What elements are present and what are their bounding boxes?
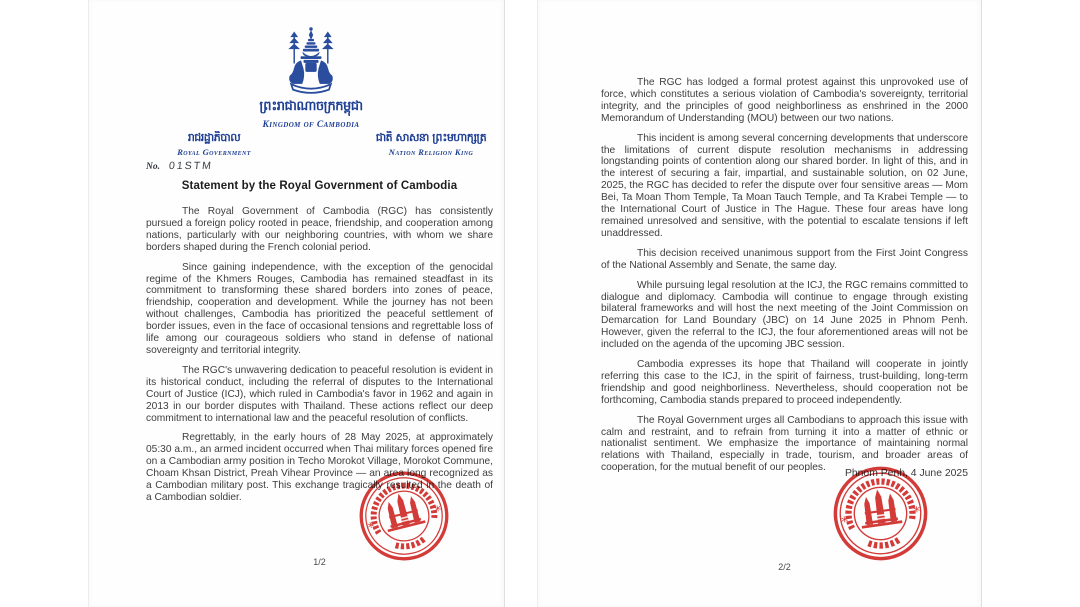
paragraph: The RGC's unwavering dedication to peaceful resolution is evident in its historical conduct, including the referral of disputes to the International Court of Justice (ICJ), which ruled in Cambodia's favor in 1962 and again in 2013 in our border disputes with Thailand. These actions reflect our deep commitment to international law and the peaceful resolution of conflicts. bbox=[146, 364, 493, 424]
svg-text:*: * bbox=[912, 503, 922, 521]
page-2 bbox=[537, 0, 982, 607]
paragraph: The RGC has lodged a formal protest against this unprovoked use of force, which constitutes a serious violation of Cambodia's sovereignty, territorial integrity, and the principles of good neighborliness as enshrined in the 2000 Memorandum of Understanding (MOU) between our two nations. bbox=[601, 77, 968, 124]
paragraph: While pursuing legal resolution at the ICJ, the RGC remains committed to dialogue and diplomacy. Cambodia will continue to engage through existing bilateral frameworks and will host the next meeting of the Joint Commission on Demarcation for Land Boundary (JBC) on 14 June 2025 in Phnom Penh. However, given the referral to the ICJ, the four aforementioned areas will not be included on the agenda of the upcoming JBC session. bbox=[601, 279, 968, 351]
paragraph: Regrettably, in the early hours of 28 May 2025, at approximately 05:30 a.m., an armed incident occurred when Thai military forces opened fire on a Cambodian army position in Techo Morokot Village, Morokot Commune, Choam Khsan District, Preah Vihear Province — an area long recognized as a Cambodian military post. This exchange tragically resulted in the death of a Cambodian soldier. bbox=[146, 432, 493, 503]
kingdom-title-english: Kingdom of Cambodia bbox=[262, 120, 360, 130]
motto-khmer: ជាតិ សាសនា ព្រះមហាក្សត្រ bbox=[375, 131, 487, 144]
royal-arms-emblem bbox=[281, 26, 341, 98]
svg-text:*: * bbox=[433, 503, 444, 520]
page-1-body bbox=[146, 206, 493, 512]
kingdom-title-khmer: ព្រះរាជាណាចក្រកម្ពុជា bbox=[259, 98, 363, 114]
official-stamp bbox=[832, 465, 929, 562]
motto-block bbox=[351, 131, 511, 157]
paragraph: The Royal Government of Cambodia (RGC) has consistently pursued a foreign policy rooted in peace, friendship, and cooperation among nations, particularly with our neighboring countries, with whom we share borders shaped during the French colonial period. bbox=[146, 206, 493, 253]
official-stamp bbox=[358, 470, 450, 562]
paragraph: This decision received unanimous support from the First Joint Congress of the National Assembly and Senate, the same day. bbox=[601, 247, 968, 271]
royal-government-english: Royal Government bbox=[177, 147, 251, 157]
official-stamp-icon bbox=[358, 470, 450, 562]
paragraph: This incident is among several concerning developments that underscore the limitations of current dispute resolution mechanisms in addressing longstanding points of contention along our shared border. In light of this, and in the interest of securing a fair, impartial, and sustainable solution, on 02 June, 2025, the RGC has decided to refer the dispute over four sensitive areas — Mom Bei, Ta Moan Thom Temple, Ta Moan Tauch Temple, and Ta Krabei Temple — to the International Court of Justice in The Hague. These four areas have long remained unresolved and sensitive, with the potential to escalate tensions if left unaddressed. bbox=[601, 132, 968, 239]
royal-government-khmer: រាជរដ្ឋាភិបាល bbox=[187, 131, 241, 144]
reference-value-handwritten: 01STM bbox=[168, 160, 214, 172]
page-1 bbox=[88, 0, 505, 607]
paragraph: The Royal Government urges all Cambodians to approach this issue with calm and restraint, and to refrain from turning it into a matter of ethnic or nationalist sentiment. We emphasize the importance of maintaining normal relations with Thailand, especially in trade, tourism, and broader areas of cooperation, for the mutual benefit of our peoples. bbox=[601, 414, 968, 474]
reference-label: No. bbox=[146, 162, 160, 172]
dateline: Phnom Penh, 4 June 2025 bbox=[844, 468, 968, 479]
royal-arms-icon bbox=[281, 26, 341, 98]
page-number: 1/2 bbox=[313, 557, 326, 567]
reference-number bbox=[134, 160, 294, 172]
svg-text:*: * bbox=[366, 520, 377, 537]
motto-english: Nation Religion King bbox=[388, 147, 474, 157]
statement-title: Statement by the Royal Government of Cambodia bbox=[181, 180, 458, 192]
svg-text:*: * bbox=[840, 513, 850, 531]
paragraph: Cambodia expresses its hope that Thailand will cooperate in jointly referring this case to the ICJ, in the spirit of fairness, trust-building, long-term friendship and good neighborliness. Nevertheless, should cooperation not be forthcoming, Cambodia stands prepared to proceed independently. bbox=[601, 359, 968, 406]
page-2-body bbox=[601, 77, 968, 482]
royal-government-block bbox=[134, 131, 294, 172]
official-stamp-icon bbox=[832, 465, 929, 562]
page-number: 2/2 bbox=[778, 562, 791, 572]
paragraph: Since gaining independence, with the exception of the genocidal regime of the Khmers Rouges, Cambodia has remained steadfast in its commitment to transforming these shared borders into zones of peace, friendship, cooperation and development. While the journey has not been without challenges, Cambodia has prioritized the peaceful settlement of border issues, even in the face of occasional tensions and regrettable loss of life among our courageous soldiers who stand in defense of national sovereignty and territorial integrity. bbox=[146, 261, 493, 356]
